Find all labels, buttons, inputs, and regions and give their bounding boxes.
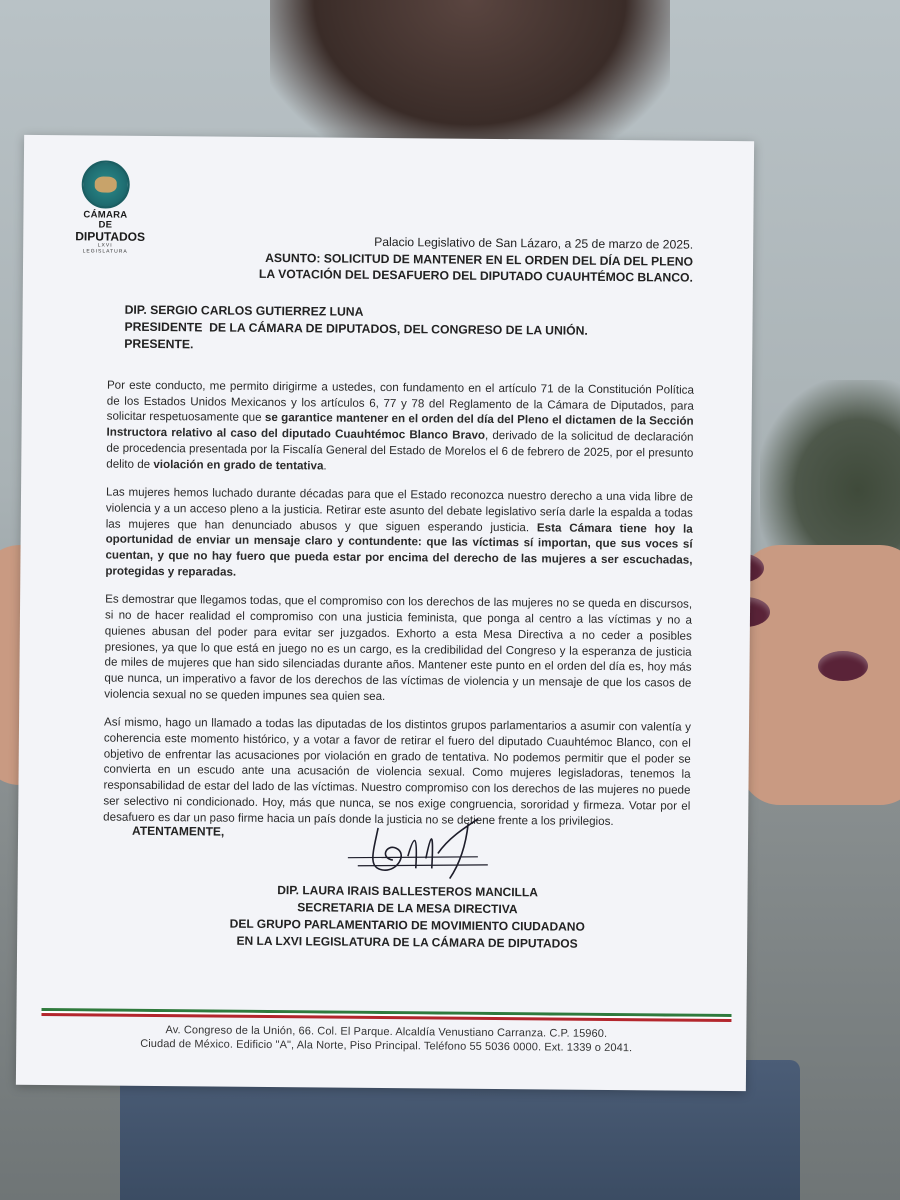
recipient	[124, 302, 588, 357]
paragraph-2	[105, 485, 693, 584]
signatory-line2: SECRETARIA DE LA MESA DIRECTIVA	[297, 900, 518, 917]
camara-logo	[75, 160, 146, 255]
paragraph-1	[106, 378, 694, 477]
paragraph-4: Así mismo, hago un llamado a todas las diputadas de los distintos grupos parlamentarios a asumir con valentía y coherencia este momento histórico, y a votar a favor de retirar el fuero del diputado Cuauhtémoc Blanco, con el objetivo de enfrentar las acusaciones por violación en grado de tentativa. No podemos permitir que el poder se convierta en un escudo ante una acusación de violencia sexual. Como mujeres legisladoras, tenemos la responsabilidad de estar del lado de las víctimas. Nuestro compromiso con los derechos de las mujeres no puede ser selectivo ni condicionado. Hoy, más que nunca, se nos exige congruencia, sororidad y firmeza. Votar por el desafuero es dar un paso firme hacia un país donde la justicia no se detiene frente a los privilegios.	[103, 715, 692, 828]
seal-icon	[82, 160, 130, 208]
logo-line2: DIPUTADOS	[75, 229, 146, 244]
letter-body	[103, 378, 694, 843]
p1-text-a: Por este conducto, me permito dirigirme a ustedes, con fundamento en el artículo 71 de la Constitución Política de los Estados Unidos Mexicanos y los artículos 6, 77 y 78 del Reglamento de la Cámara de Diputados, para solicitar respetuosamente que	[106, 378, 695, 425]
right-hand	[740, 545, 900, 805]
recipient-presente: PRESENTE.	[124, 336, 194, 352]
footer-line1: Av. Congreso de la Unión, 66. Col. El Parque. Alcaldía Venustiano Carranza. C.P. 15960.	[165, 1024, 608, 1040]
logo-line1: CÁMARA DE	[83, 209, 128, 231]
footer-address	[56, 1023, 716, 1056]
footer-line2: Ciudad de México. Edificio "A", Ala Norte, Piso Principal. Teléfono 55 5036 0000. Ext. 1339 o 2041.	[140, 1037, 633, 1054]
signatory-line4: EN LA LXVI LEGISLATURA DE LA CÁMARA DE DIPUTADOS	[236, 933, 578, 951]
subject-line2: LA VOTACIÓN DEL DESAFUERO DEL DIPUTADO CUAUHTÉMOC BLANCO.	[258, 266, 693, 285]
letter-document	[16, 135, 754, 1091]
p2-text-a: Las mujeres hemos luchado durante décadas para que el Estado reconozca nuestro derecho a una vida libre de violencia y a un acceso pleno a la justicia. Retirar este asunto del debate legislativo sería darle la espalda a todas las mujeres que han denunciado abusos y que siguen esperando justicia.	[105, 485, 694, 534]
recipient-name: DIP. SERGIO CARLOS GUTIERREZ LUNA	[124, 302, 364, 319]
paragraph-3: Es demostrar que llegamos todas, que el compromiso con los derechos de las mujeres no se queda en discursos, si no de hacer realidad el compromiso con una justicia feminista, que ponga al centro a las víctimas y no a quienes abusan del poder para evitar ser juzgados. Exhorto a esta Mesa Directiva a no ceder a posibles presiones, ya que lo que está en juego no es un cargo, es la credibilidad del Congreso y la esperanza de justicia de miles de mujeres que han sido silenciadas durante años. Mantener este punto en el orden del día es, hoy más que nunca, un imperativo a favor de los derechos de las víctimas de violencia y un mensaje de que los casos de violencia sexual no se queden impunes sea quien sea.	[104, 592, 693, 703]
closing: ATENTAMENTE,	[132, 823, 225, 839]
background-person	[270, 0, 670, 160]
handwritten-signature	[338, 798, 509, 889]
p1-bold-d: violación en grado de tentativa	[153, 457, 324, 472]
logo-line3: LXVI LEGISLATURA	[82, 242, 128, 255]
p2-bold-b: Esta Cámara tiene hoy la oportunidad de enviar un mensaje claro y contundente: que las víctimas sí importan, que sus voces sí cuentan, y que no hay fuero que pueda estar por encima del derecho de las mujeres a ser escuchadas, protegidas y reparadas.	[105, 520, 693, 579]
place-date: Palacio Legislativo de San Lázaro, a 25 de marzo de 2025.	[374, 234, 694, 252]
letter-header	[259, 233, 693, 286]
p1-text-c: , derivado de la solicitud de declaración de procedencia presentada por la Fiscalía General del Estado de Morelos el 6 de febrero de 2025, por el presunto delito de	[106, 428, 694, 471]
recipient-title: PRESIDENTE DE LA CÁMARA DE DIPUTADOS, DEL CONGRESO DE LA UNIÓN.	[124, 319, 588, 338]
p1-text-e: .	[323, 458, 327, 473]
signatory-line3: DEL GRUPO PARLAMENTARIO DE MOVIMIENTO CIUDADANO	[229, 916, 585, 934]
nail-right-3	[818, 651, 868, 681]
p1-bold-b: se garantice mantener en el orden del día del Pleno el dictamen de la Sección Instructora relativo al caso del diputado Cuauhtémoc Blanco Bravo	[106, 411, 694, 442]
signatory-block	[227, 882, 588, 953]
signatory-name: DIP. LAURA IRAIS BALLESTEROS MANCILLA	[277, 883, 538, 900]
subject-line1: ASUNTO: SOLICITUD DE MANTENER EN EL ORDEN DEL DÍA DEL PLENO	[265, 250, 694, 269]
